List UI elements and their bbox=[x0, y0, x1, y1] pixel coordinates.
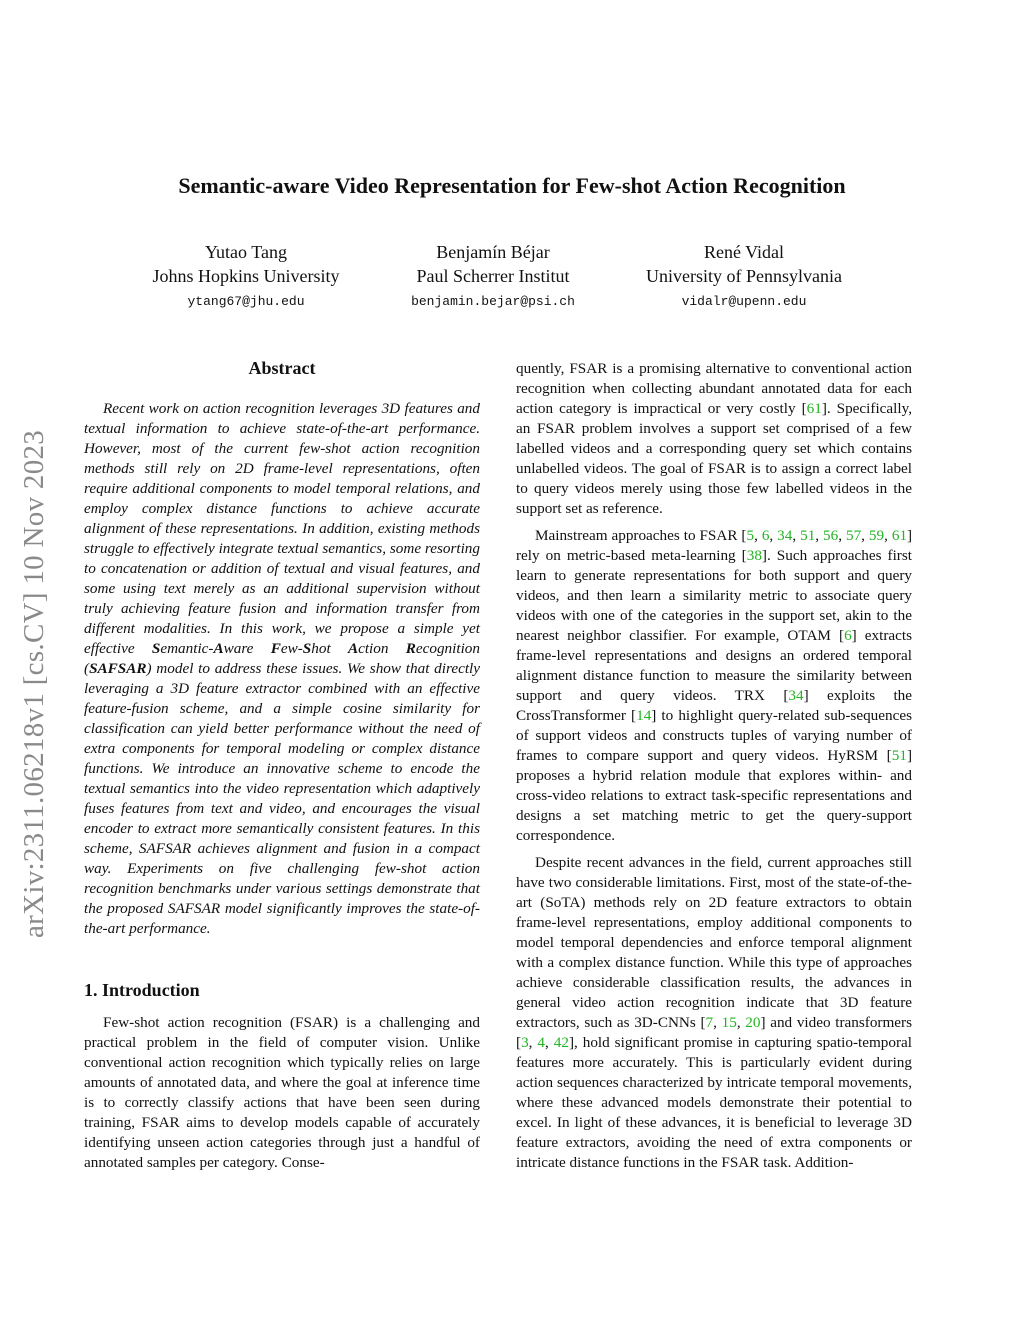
citation-link[interactable]: 4 bbox=[537, 1034, 545, 1051]
introduction-heading: 1. Introduction bbox=[84, 980, 200, 1000]
intro-paragraph: Despite recent advances in the field, current approaches still have two considerable limitations. First, most of the state-of-the-art (SoTA) methods rely on 2D feature extractors to obtain frame-level representations, employ additional components to model temporal dependencies and enforce temporal alignment with a complex distance function. While this type of approaches achieve considerable classification results, the advances in general video action recognition indicate that 3D feature extractors, such as 3D-CNNs [7, 15, 20] and video transformers [3, 4, 42], hold significant promise in capturing spatio-temporal features more accurately. This is particularly evident during action sequences characterized by intricate temporal movements, where these advanced models demonstrate their potential to excel. In light of these advances, it is beneficial to leverage 3D feature extractors, avoiding the need of extra components or intricate distance functions in the FSAR task. Addition- bbox=[516, 854, 913, 1171]
bold-text: SAFSAR bbox=[89, 660, 147, 677]
abstract-text: Recent work on action recognition leverages 3D features and textual information to achieve state-of-the-art performance. However, most of the current few-shot action recognition methods still rely on 2D frame-level representations, often require additional components to model temporal relations, and employ complex distance functions to achieve accurate alignment of these representations. In addition, existing methods struggle to effectively integrate textual semantics, some resorting to concatenation or addition of textual and visual features, and some using text merely as an additional supervision without truly achieving feature fusion and information transfer from different modalities. In this work, we propose a simple yet effective Semantic-Aware Few-Shot Action Recognition (SAFSAR) model to address these issues. We show that directly leveraging a 3D feature extractor combined with an effective feature-fusion scheme, and a simple cosine similarity for classification can yield better performance without the need of extra components for temporal modeling or complex distance functions. We introduce an innovative scheme to encode the textual semantics into the video representation which adaptively fuses features from text and video, and encourages the visual encoder to extract more semantically consistent features. In this scheme, SAFSAR achieves alignment and fusion in a compact way. Experiments on five challenging few-shot action recognition benchmarks under various settings demonstrate that the proposed SAFSAR model significantly improves the state-of-the-art performance. bbox=[84, 400, 480, 937]
citation-link[interactable]: 14 bbox=[636, 707, 652, 724]
citation-link[interactable]: 61 bbox=[806, 400, 822, 417]
citation-link[interactable]: 51 bbox=[800, 527, 816, 544]
bold-text: A bbox=[213, 640, 224, 657]
author-block bbox=[594, 240, 894, 314]
citation-link[interactable]: 7 bbox=[705, 1014, 714, 1031]
author-email[interactable]: ytang67@jhu.edu bbox=[187, 294, 305, 309]
author-email[interactable]: vidalr@upenn.edu bbox=[681, 294, 807, 309]
bold-text: A bbox=[347, 640, 359, 657]
citation-link[interactable]: 38 bbox=[746, 547, 762, 564]
citation-link[interactable]: 34 bbox=[788, 687, 804, 704]
author-email[interactable]: benjamin.bejar@psi.ch bbox=[411, 294, 575, 309]
citation-link[interactable]: 59 bbox=[868, 527, 885, 544]
author-name: René Vidal bbox=[703, 242, 785, 262]
intro-paragraph: Few-shot action recognition (FSAR) is a challenging and practical problem in the field of computer vision. Unlike conventional action recognition which typically relies on large amounts of annotated data, and where the goal at inference time is to correctly classify actions that have been seen during training, FSAR aims to develop models capable of accurately identifying unseen action categories through just a handful of annotated samples per category. Conse- bbox=[84, 1014, 480, 1171]
citation-link[interactable]: 6 bbox=[761, 527, 770, 544]
author-name: Yutao Tang bbox=[205, 242, 287, 262]
citation-link[interactable]: 34 bbox=[777, 527, 793, 544]
citation-link[interactable]: 61 bbox=[891, 527, 908, 544]
bold-text: S bbox=[151, 640, 161, 657]
right-column bbox=[516, 359, 912, 1173]
author-affiliation: Johns Hopkins University bbox=[152, 266, 340, 286]
paper-title: Semantic-aware Video Representation for Few-shot Action Recognition bbox=[178, 173, 846, 198]
bold-text: R bbox=[405, 640, 416, 657]
citation-link[interactable]: 6 bbox=[844, 627, 852, 644]
citation-link[interactable]: 51 bbox=[891, 747, 907, 764]
intro-paragraph-continuation: quently, FSAR is a promising alternative to conventional action recognition when collecting abundant annotated data for each action category is impractical or very costly [61]. Specifically, an FSAR problem involves a support set comprised of a few labelled videos and a corresponding query set which contains unlabelled videos. The goal of FSAR is to assign a correct label to query videos merely using those few labelled videos in the support set as reference. bbox=[516, 360, 912, 517]
abstract-heading: Abstract bbox=[248, 358, 316, 378]
citation-link[interactable]: 57 bbox=[845, 527, 862, 544]
citation-link[interactable]: 5 bbox=[746, 527, 755, 544]
citation-link[interactable]: 20 bbox=[745, 1014, 761, 1031]
left-column bbox=[84, 357, 480, 1173]
bold-text: S bbox=[302, 640, 312, 657]
author-affiliation: Paul Scherrer Institut bbox=[416, 266, 570, 286]
author-affiliation: University of Pennsylvania bbox=[646, 266, 842, 286]
citation-link[interactable]: 3 bbox=[521, 1034, 529, 1051]
intro-paragraph: Mainstream approaches to FSAR [5, 6, 34, 51, 56, 57, 59, 61] rely on metric-based meta-learning [38]. Such approaches first learn to generate representations for both support and query videos, and then learn a similarity metric to associate query videos with one of the categories in the support set, akin to the nearest neighbor classifier. For example, OTAM [6] extracts frame-level representations and designs an ordered temporal alignment distance function to measure the similarity between support and query videos. TRX [34] exploits the CrossTransformer [14] to highlight query-related sub-sequences of support videos and constructs tuples of varying number of frames to compare support and query videos. HyRSM [51] proposes a hybrid relation module that explores within- and cross-video relations to extract task-specific representations and designs a set matching metric to get the query-support correspondence. bbox=[516, 527, 913, 844]
citation-link[interactable]: 15 bbox=[721, 1014, 737, 1031]
citation-link[interactable]: 56 bbox=[823, 527, 839, 544]
author-name: Benjamín Béjar bbox=[436, 242, 550, 262]
arxiv-stamp: arXiv:2311.06218v1 [cs.CV] 10 Nov 2023 bbox=[18, 429, 50, 938]
citation-link[interactable]: 42 bbox=[553, 1034, 569, 1051]
bold-text: F bbox=[270, 640, 281, 657]
